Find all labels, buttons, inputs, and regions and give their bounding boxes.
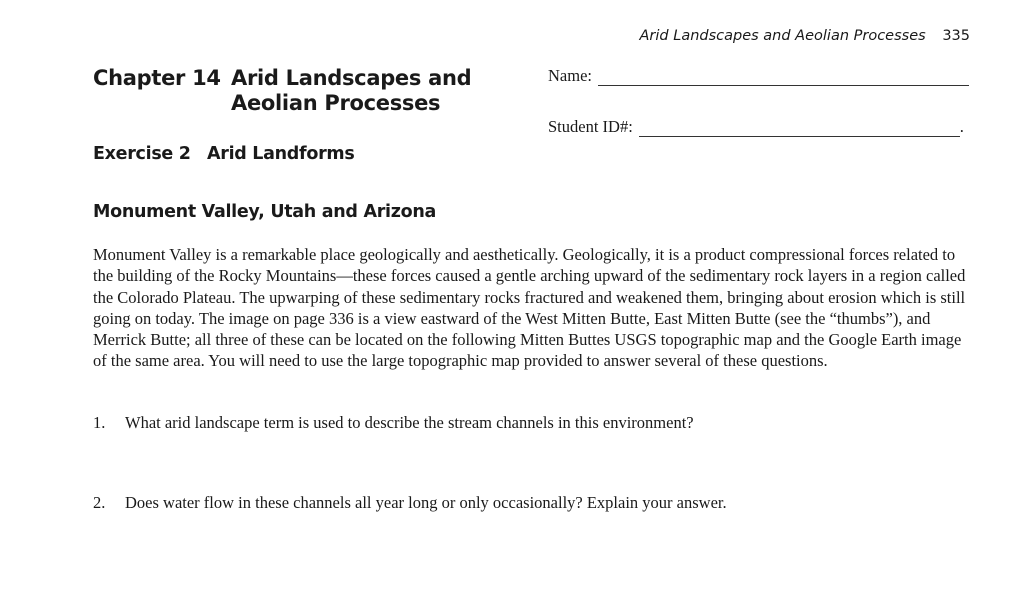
student-id-label: Student ID#: [548, 117, 633, 136]
intro-paragraph: Monument Valley is a remarkable place geologically and aesthetically. Geologically, it is a product compressional forces related to the building of the Rocky Mountains—these forces caused a gentle arching upward of the sedimentary rock layers in a region called the Colorado Plateau. The upwarping of these sedimentary rocks fractured and weakened them, bringing about erosion which is still going on today. The image on page 336 is a view eastward of the West Mitten Butte, East Mitten Butte (see the “thumbs”), and Merrick Butte; all three of these can be located on the following Mitten Buttes USGS topographic map and the Google Earth image of the same area. You will need to use the large topographic map provided to answer several of these questions. [93, 245, 966, 371]
page-number: 335 [942, 28, 970, 44]
name-blank-line[interactable] [598, 71, 969, 86]
section-title: Monument Valley, Utah and Arizona [93, 202, 436, 222]
name-label: Name: [548, 66, 592, 85]
student-id-trailing-period: . [959, 117, 964, 136]
running-header [640, 28, 970, 44]
question-item [93, 493, 727, 513]
question-number: 2. [93, 493, 106, 512]
chapter-title-line1: Arid Landscapes and [231, 66, 472, 90]
name-field[interactable] [548, 66, 969, 86]
chapter-number: Chapter 14 [93, 66, 221, 90]
chapter-title-line2: Aeolian Processes [231, 91, 441, 115]
question-number: 1. [93, 413, 106, 432]
question-text: What arid landscape term is used to describe the stream channels in this environment? [125, 413, 694, 432]
exercise-number: Exercise 2 [93, 144, 191, 164]
question-text: Does water flow in these channels all year long or only occasionally? Explain your answer. [125, 493, 727, 512]
chapter-heading [93, 66, 472, 115]
question-item [93, 413, 694, 433]
exercise-title: Arid Landforms [207, 144, 355, 164]
exercise-heading [93, 144, 354, 164]
running-header-title: Arid Landscapes and Aeolian Processes [639, 28, 926, 44]
student-id-blank-line[interactable] [639, 122, 960, 137]
student-id-field[interactable] [548, 117, 964, 137]
